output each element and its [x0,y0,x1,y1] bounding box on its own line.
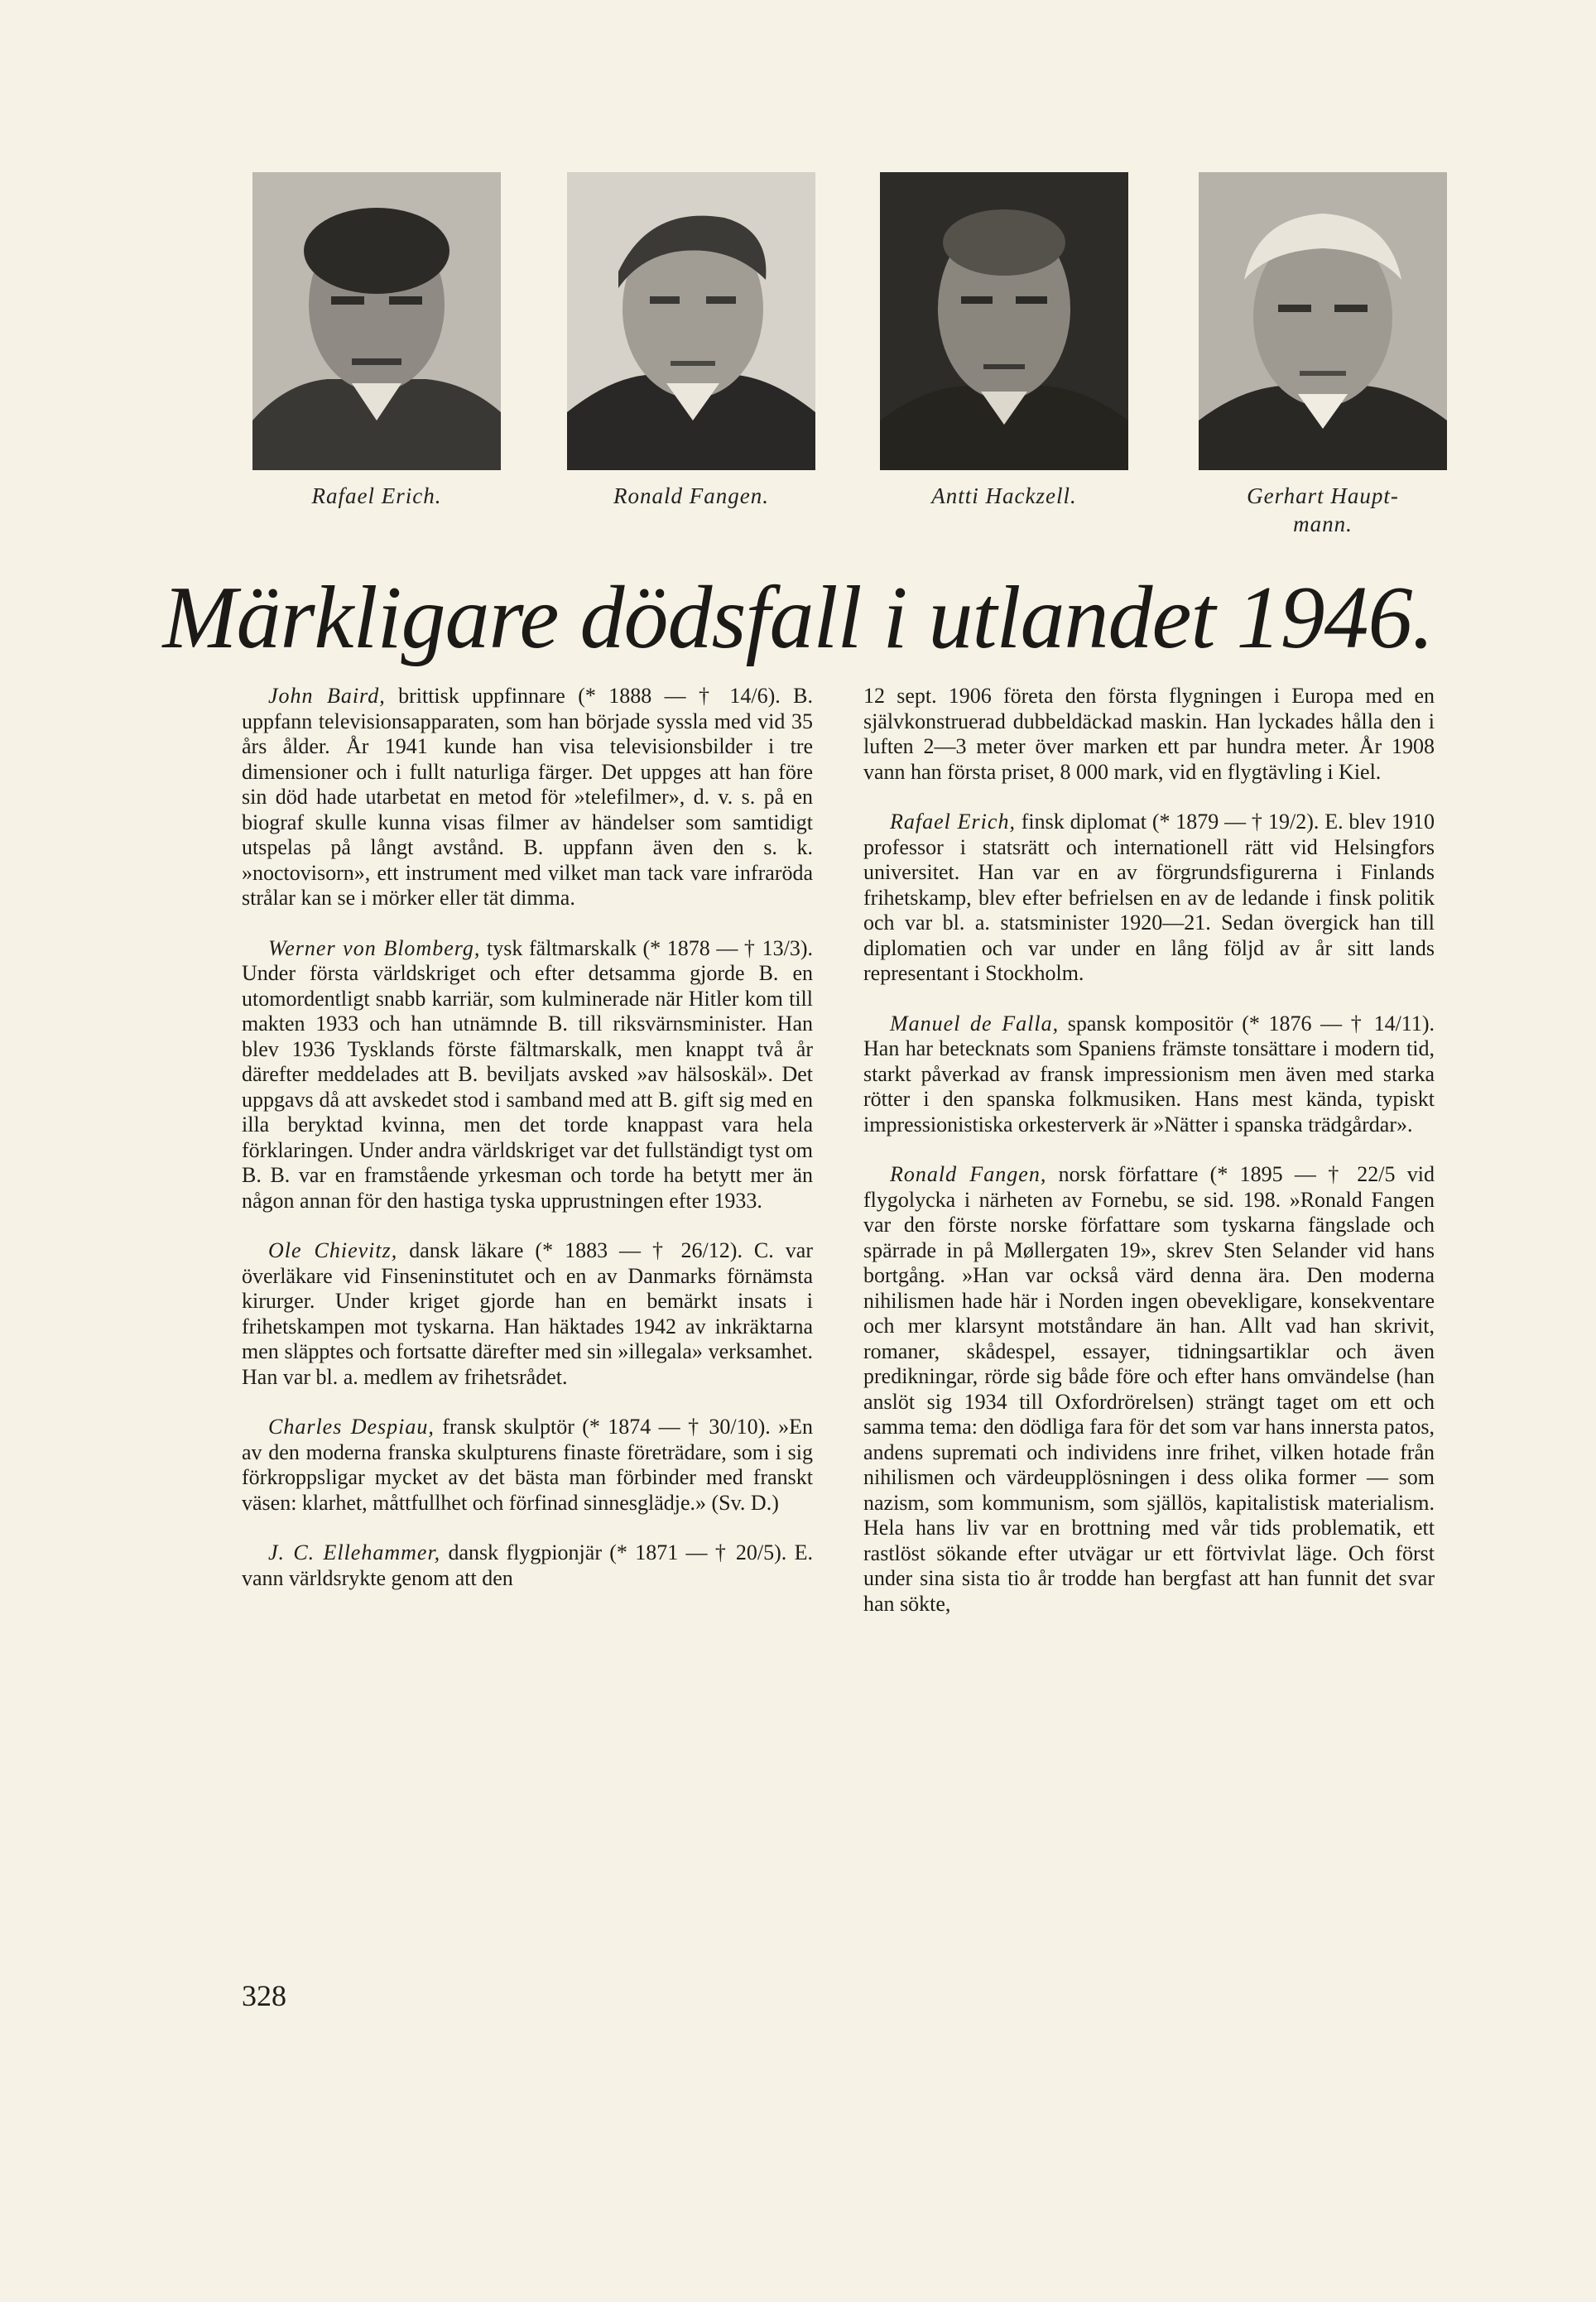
entry-text: fransk skulptör (* 1874 — † 30/10). »En av den moderna franska skulpturens finaste företrädare, som i sig förkroppsligar mycket av det bästa man förbinder med franskt väsen: klarhet, måttfullhet och förfinad sinnesglädje.» (Sv. D.) [242,1415,813,1515]
entry-text: dansk läkare (* 1883 — † 26/12). C. var överläkare vid Finseninstitutet och en av Danmarks förnämsta kirurger. Under kriget gjorde han en bemärkt insats i frihetskampen mot tyskarna. Han häktades 1942 av inkräktarna men släpptes och fortsatte därefter med sin »illegala» verksamhet. Han var bl. a. medlem av frihetsrådet. [242,1238,813,1389]
entry-text: 12 sept. 1906 företa den första flygningen i Europa med en självkonstruerad dubbeldäckad maskin. Han lyckades hålla den i luften 2—3 meter över marken ett par hundra meter. År 1908 vann han första priset, 8 000 mark, vid en flygtävling i Kiel. [863,684,1435,784]
obituary-entry [242,684,813,911]
obituary-entry [242,1540,813,1591]
portrait-row [0,172,1596,545]
portrait-antti-hackzell [880,172,1128,510]
entry-name: J. C. Ellehammer, [268,1540,441,1564]
portrait-rafael-erich [252,172,501,510]
portrait-photo [1199,172,1447,470]
entry-text: brittisk uppfinnare (* 1888 — † 14/6). B. uppfann televisionsapparaten, som han började syssla med vid 35 års ålder. År 1941 kunde han visa televisionsbilder i tre dimensioner och i fullt naturliga färger. Det uppges att han före sin död hade utarbetat en metod för »telefilmer», d. v. s. på en biograf skulle kunna visas filmer av händelser som samtidigt utspelas på långt avstånd. B. uppfann även den s. k. »noctovisorn», ett instrument med vilket man tack vare infraröda strålar kan se i mörker eller tät dimma. [242,684,813,910]
entry-name: John Baird, [268,684,386,708]
entry-text: finsk diplomat (* 1879 — † 19/2). E. blev 1910 professor i statsrätt och internationell rätt vid Helsingfors universitet. Han var en av förgrundsfigurerna i Finlands frihetskamp, blev efter befrielsen en av de ledande i finsk politik och var bl. a. statsminister 1920—21. Sedan övergick han till diplomatien och var under en lång följd av år sitt lands representant i Stockholm. [863,810,1435,985]
obituary-entry [242,1238,813,1390]
entry-name: Ole Chievitz, [268,1238,398,1262]
obituary-entry [863,810,1435,987]
page-number: 328 [242,1979,286,2012]
person-photo-icon [1199,172,1447,470]
portrait-ronald-fangen [567,172,815,510]
entry-name: Charles Despiau, [268,1415,435,1439]
obituary-entry [242,1415,813,1516]
entry-text: norsk författare (* 1895 — † 22/5 vid flygolycka i närheten av Fornebu, se sid. 198. »Ronald Fangen var den förste norske författare som tyskarna fängslade och spärrade in på Møllergaten 19», skrev Sten Selander vid hans bortgång. »Han var också värd denna ära. Den moderna nihilismen hade här i Norden ingen obevekligare, konsekventare och mer klarsynt motståndare än han. Allt vad han skrivit, romaner, skådespel, essayer, tidningsartiklar och även predikningar, rörde sig både före och efter hans omvändelse (han anslöt sig 1934 till Oxfordrörelsen) strängt taget om ett och samma tema: den dödliga fara för det som var hans innersta patos, andens supremati och individens inre frihet, vilken hotade från nihilismen och värdeupplösningen i dess olika former — som nazism, som kommunism, som själlös, kapitalistisk materialism. Hela hans liv var en brottning med vår tids problematik, ett rastlöst sökande efter utvägar ur ett förtvivlat läge. Och först under sina sista tio år trodde han bergfast att han funnit det svar han sökte, [863,1162,1435,1616]
portrait-caption: Gerhart Haupt- mann. [1247,483,1399,536]
entry-name: Werner von Blomberg, [268,935,481,960]
person-photo-icon [880,172,1128,470]
entry-name: Manuel de Falla, [890,1011,1060,1036]
obituary-entry-continued [863,684,1435,785]
portrait-gerhart-hauptmann [1199,172,1447,538]
page-title: Märkligare dödsfall i utlandet 1946. [162,569,1434,667]
person-photo-icon [252,172,501,470]
entry-text: dansk flygpionjär (* 1871 — † 20/5). E. vann världsrykte genom att den [242,1540,813,1590]
right-column [863,684,1435,1641]
obituary-entry [863,1162,1435,1617]
portrait-photo [252,172,501,470]
portrait-caption: Rafael Erich. [311,483,442,508]
obituary-entry [863,1012,1435,1138]
portrait-photo [880,172,1128,470]
entry-text: tysk fältmarskalk (* 1878 — † 13/3). Under första världskriget och efter detsamma gjorde B. en utomordentligt snabb karriär, som kulminerade när Hitler kom till makten 1933 och han utnämnde B. till riksvärnsminister. Han blev 1936 Tysklands förste fältmarskalk, men knappt två år därefter meddelades att B. beviljats avsked »av hälsoskäl». Det uppgavs då att avskedet stod i samband med att B. gift sig med en illa beryktad kvinna, men det torde knappast vara hela förklaringen. Under andra världskriget var det fullständigt tyst om B. B. var en framstående yrkesman och torde ha betytt mer än någon annan för den hastiga tyska upprustningen efter 1933. [242,935,813,1213]
portrait-photo [567,172,815,470]
entry-name: Ronald Fangen, [890,1162,1047,1186]
entry-name: Rafael Erich, [890,810,1016,834]
portrait-caption: Antti Hackzell. [931,483,1077,508]
left-column [242,684,813,1616]
person-photo-icon [567,172,815,470]
entry-text: spansk kompositör (* 1876 — † 14/11). Han har betecknats som Spaniens främste tonsättare i modern tid, starkt påverkad av fransk impressionism men även med starka rötter i den spanska folkmusiken. Hans mest kända, typiskt impressionistiska orkesterverk är »Nätter i spanska trädgårdar». [863,1011,1435,1137]
portrait-caption: Ronald Fangen. [613,483,769,508]
obituary-entry [242,936,813,1214]
